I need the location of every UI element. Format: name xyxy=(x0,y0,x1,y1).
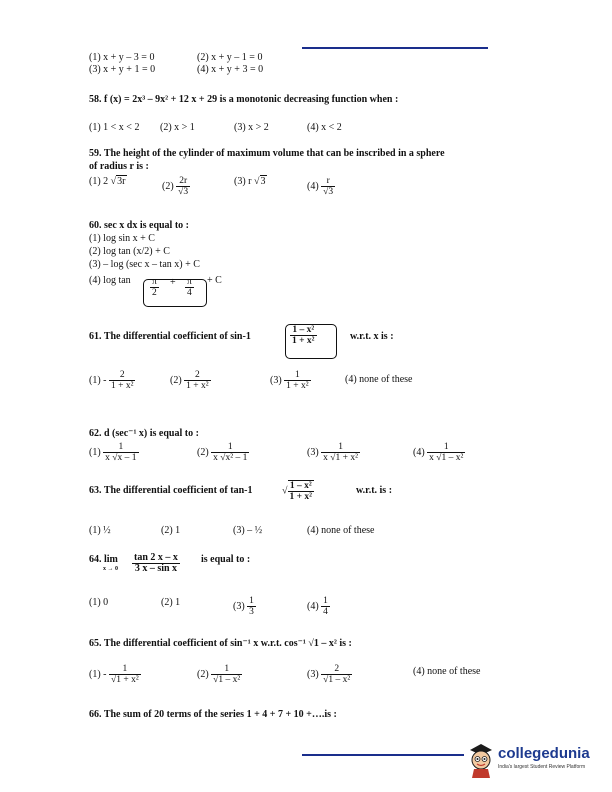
q59-option-1: (1) 2 √3r xyxy=(89,176,126,187)
q59-stem-line1: 59. The height of the cylinder of maximum volume that can be inscribed in a sphere xyxy=(89,148,445,159)
q61-option-2: (2) $\frac{2}{\text{1 + x²}}$ xyxy=(170,370,209,391)
prev-option-4: (4) x + y + 3 = 0 xyxy=(197,64,264,75)
q63-stem: 63. The differential coefficient of tan-1 xyxy=(89,485,253,496)
header-rule xyxy=(302,47,488,49)
q60-option-1: (1) log sin x + C xyxy=(89,233,155,244)
q65-option-2: (2) $\frac{1}{\text{√1 – x²}}$ xyxy=(197,664,241,685)
collegedunia-logo xyxy=(466,742,596,778)
prev-option-1: (1) x + y – 3 = 0 xyxy=(89,52,155,63)
q63-option-3: (3) – ½ xyxy=(233,525,263,536)
q58-option-1: (1) 1 < x < 2 xyxy=(89,122,140,133)
q61-wrt: w.r.t. x is : xyxy=(350,331,394,342)
q65-option-3: (3) $\frac{2}{\text{√1 – x²}}$ xyxy=(307,664,351,685)
q65-option-4: (4) none of these xyxy=(413,666,481,677)
q60-stem: 60. sec x dx is equal to : xyxy=(89,220,189,231)
student-mascot-icon xyxy=(466,742,496,778)
q59-option-2: (2) $\frac{2r}{√3}$ xyxy=(162,176,189,197)
q63-option-2: (2) 1 xyxy=(161,525,181,536)
brand-name: collegedunia xyxy=(498,745,590,762)
brand-tagline: India's largest Student Review Platform xyxy=(498,764,586,770)
q62-option-2: (2) $\frac{1}{\text{x √x² – 1}}$ xyxy=(197,442,248,463)
q63-option-4: (4) none of these xyxy=(307,525,375,536)
prev-option-2: (2) x + y – 1 = 0 xyxy=(197,52,263,63)
q66-stem: 66. The sum of 20 terms of the series 1 + 4 + 7 + 10 +….is : xyxy=(89,709,337,720)
prev-option-3: (3) x + y + 1 = 0 xyxy=(89,64,156,75)
q58-stem: 58. f (x) = 2x³ – 9x² + 12 x + 29 is a monotonic decreasing function when : xyxy=(89,94,399,105)
footer-rule xyxy=(302,754,464,756)
q61-option-1: (1) - $\frac{2}{\text{1 + x²}}$ xyxy=(89,370,134,391)
q64-option-3: (3) $\frac{1}{3}$ xyxy=(233,596,254,617)
q64-fraction: $\frac{\tan 2 x - x}{\text{3 x – sin x}}$ xyxy=(134,552,178,574)
q63-fraction: √ $\frac{\text{1 – x²}}{\text{1 + x²}}$ xyxy=(282,481,313,502)
q60-option-4-tail: + C xyxy=(207,275,222,286)
q63-wrt: w.r.t. is : xyxy=(356,485,393,496)
q59-option-3: (3) r √3 xyxy=(234,176,266,187)
q63-option-1: (1) ½ xyxy=(89,525,111,536)
q59-option-4: (4) $\frac{r}{√3}$ xyxy=(307,176,334,197)
q58-option-3: (3) x > 2 xyxy=(234,122,269,133)
q58-option-4: (4) x < 2 xyxy=(307,122,342,133)
q60-option-3: (3) – log (sec x – tan x) + C xyxy=(89,259,200,270)
q64-option-2: (2) 1 xyxy=(161,597,181,608)
q64-option-1: (1) 0 xyxy=(89,597,109,608)
q61-option-4: (4) none of these xyxy=(345,374,413,385)
q64-option-4: (4) $\frac{1}{4}$ xyxy=(307,596,328,617)
q62-option-4: (4) $\frac{1}{\text{x √1 – x²}}$ xyxy=(413,442,464,463)
q62-option-1: (1) $\frac{1}{x √x - 1}$ xyxy=(89,442,137,463)
q60-option-2: (2) log tan (x/2) + C xyxy=(89,246,170,257)
q65-option-1: (1) - $\frac{1}{\text{√1 + x²}}$ xyxy=(89,664,139,685)
q64-lim-sub: x → 0 xyxy=(103,566,118,572)
q64-stem-tail: is equal to : xyxy=(201,554,251,565)
q61-fraction: $\frac{\text{1 – x²}}{\text{1 + x²}}$ xyxy=(292,325,315,346)
q65-stem: 65. The differential coefficient of sin⁻¹ x w.r.t. cos⁻¹ √1 – x² is : xyxy=(89,638,352,649)
q62-stem: 62. d (sec⁻¹ x) is equal to : xyxy=(89,428,199,439)
q60-option-4-frac-a: $\frac{\pi}{2}$ xyxy=(152,277,157,298)
q60-option-4-frac-b: $\frac{\pi}{4}$ xyxy=(187,277,192,298)
q59-stem-line2: of radius r is : xyxy=(89,161,149,172)
q62-option-3: (3) $\frac{1}{\text{x √1 + x²}}$ xyxy=(307,442,358,463)
q61-option-3: (3) $\frac{1}{\text{1 + x²}}$ xyxy=(270,370,309,391)
q60-option-4: (4) log tan xyxy=(89,275,131,286)
q60-option-4-plus: + xyxy=(170,277,176,288)
q61-stem: 61. The differential coefficient of sin-1 xyxy=(89,331,251,342)
q58-option-2: (2) x > 1 xyxy=(160,122,195,133)
q64-lim: 64. lim xyxy=(89,554,118,565)
